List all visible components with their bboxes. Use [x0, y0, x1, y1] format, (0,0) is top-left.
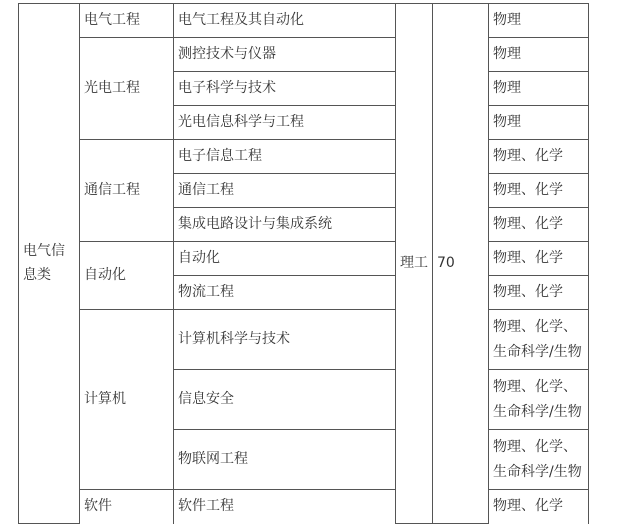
subject-cell: [489, 430, 589, 490]
subject-cell: [489, 370, 589, 430]
group-cell: [80, 310, 174, 490]
major-cell: [174, 72, 396, 106]
group-cell: [80, 140, 174, 242]
subject-cell: [489, 106, 589, 140]
major-cell: [174, 38, 396, 72]
group-label: 自动化: [84, 267, 126, 283]
subject-label: 物理、化学、生命科学/生物: [493, 378, 582, 420]
subject-label: 物理: [493, 46, 521, 62]
subject-cell: [489, 310, 589, 370]
major-cell: [174, 242, 396, 276]
major-cell: [174, 430, 396, 490]
subject-label: 物理: [493, 12, 521, 28]
table-row: [19, 4, 589, 38]
major-cell: [174, 310, 396, 370]
major-label: 自动化: [178, 250, 220, 266]
major-cell: [174, 208, 396, 242]
subject-cell: [489, 242, 589, 276]
major-cell: [174, 490, 396, 524]
subject-cell: [489, 276, 589, 310]
major-label: 测控技术与仪器: [178, 46, 276, 62]
subject-cell: [489, 208, 589, 242]
discipline-label: 理工: [400, 255, 428, 271]
subject-label: 物理、化学: [493, 148, 563, 164]
major-label: 物流工程: [178, 284, 234, 300]
major-label: 电子信息工程: [178, 148, 262, 164]
category-label: 电气信息类: [23, 243, 65, 283]
category-cell: [19, 4, 80, 524]
major-label: 集成电路设计与集成系统: [178, 216, 332, 232]
subject-label: 物理: [493, 114, 521, 130]
major-cell: [174, 4, 396, 38]
quota-value: 70: [437, 255, 455, 271]
major-label: 物联网工程: [178, 451, 248, 467]
subject-cell: [489, 38, 589, 72]
subject-cell: [489, 4, 589, 38]
table-row: [19, 38, 589, 72]
major-label: 软件工程: [178, 498, 234, 515]
major-cell: [174, 174, 396, 208]
group-label: 通信工程: [84, 182, 140, 198]
group-cell: [80, 38, 174, 140]
major-label: 电气工程及其自动化: [178, 12, 304, 28]
subject-label: 物理、化学、生命科学/生物: [493, 318, 582, 360]
discipline-cell: [396, 4, 433, 524]
major-cell: [174, 370, 396, 430]
subject-label: 物理、化学: [493, 216, 563, 232]
subject-cell: [489, 140, 589, 174]
major-cell: [174, 106, 396, 140]
group-cell: [80, 242, 174, 310]
major-label: 信息安全: [178, 391, 234, 407]
group-label: 电气工程: [84, 12, 140, 28]
table-row: [19, 490, 589, 524]
subject-label: 物理、化学: [493, 182, 563, 198]
table-row: [19, 242, 589, 276]
admission-table: [18, 3, 589, 524]
group-cell: [80, 490, 174, 524]
major-cell: [174, 276, 396, 310]
subject-cell: [489, 490, 589, 524]
group-label: 计算机: [84, 391, 126, 407]
quota-cell: [433, 4, 489, 524]
major-cell: [174, 140, 396, 174]
subject-label: 物理、化学: [493, 284, 563, 300]
group-cell: [80, 4, 174, 38]
table-row: [19, 140, 589, 174]
major-label: 计算机科学与技术: [178, 331, 290, 347]
group-label: 光电工程: [84, 80, 140, 96]
subject-label: 物理、化学、生命科学/生物: [493, 438, 582, 480]
major-label: 电子科学与技术: [178, 80, 276, 96]
group-label: 软件: [84, 498, 112, 515]
table-row: [19, 310, 589, 370]
subject-cell: [489, 174, 589, 208]
major-label: 光电信息科学与工程: [178, 114, 304, 130]
subject-cell: [489, 72, 589, 106]
subject-label: 物理、化学: [493, 250, 563, 266]
major-label: 通信工程: [178, 182, 234, 198]
subject-label: 物理、化学: [493, 498, 563, 515]
subject-label: 物理: [493, 80, 521, 96]
